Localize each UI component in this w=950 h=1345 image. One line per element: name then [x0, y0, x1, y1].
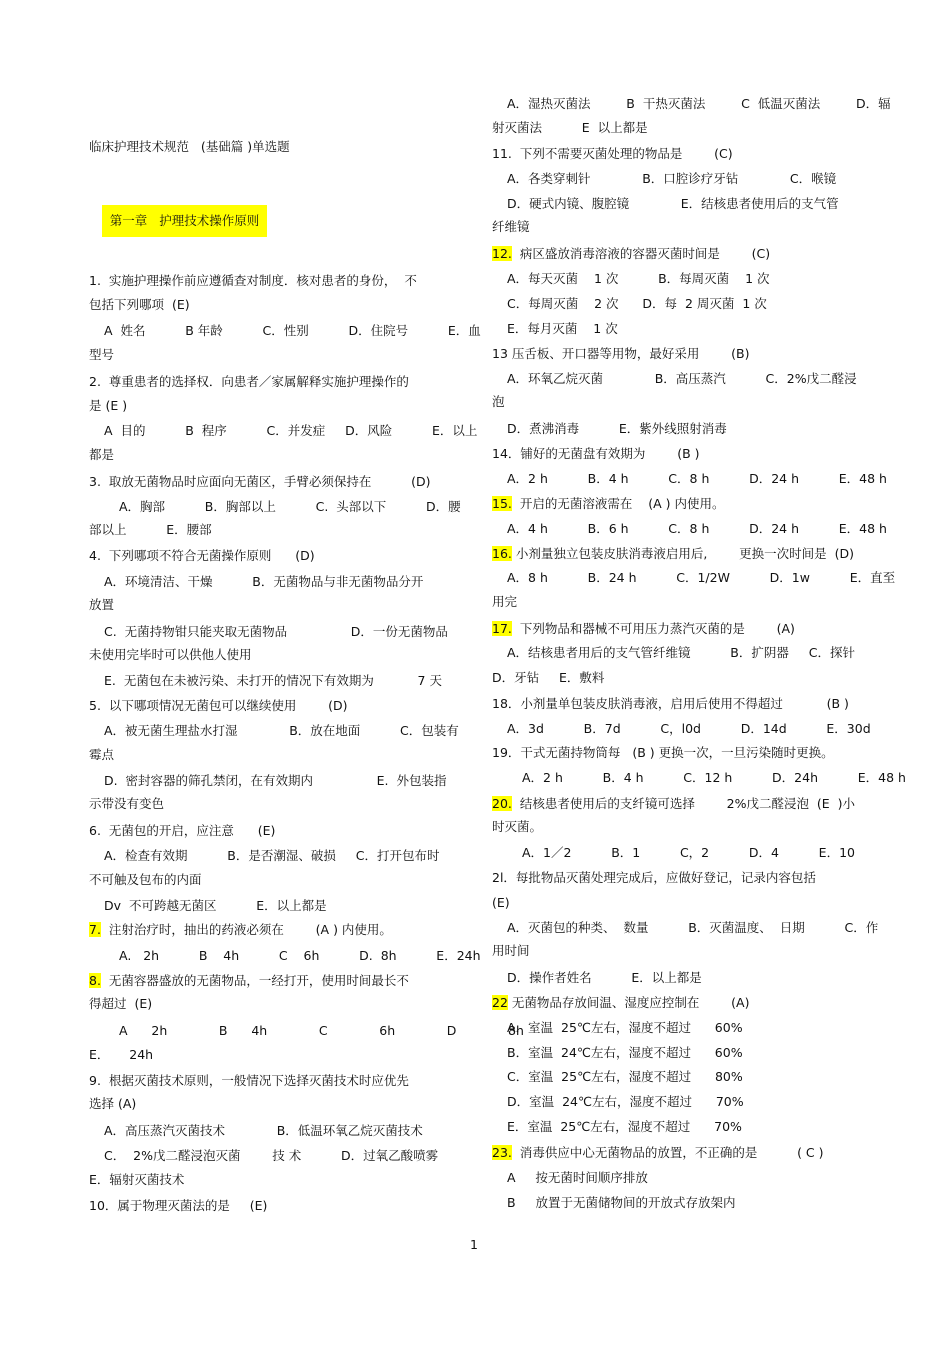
- text-line: [104, 773, 446, 789]
- line-text: 未使用完毕时可以供他人使用: [89, 647, 252, 662]
- page-number: 1: [470, 1237, 478, 1252]
- line-text: 是 (E ): [89, 398, 128, 413]
- text-line: [492, 895, 510, 911]
- text-line: [492, 446, 700, 462]
- line-text: 时灭菌。: [492, 819, 543, 834]
- text-line: [89, 747, 114, 763]
- line-text: 纤维镜: [492, 219, 530, 234]
- text-line: [492, 120, 648, 136]
- question-number-highlight: 12.: [492, 246, 512, 261]
- text-line: [507, 1119, 742, 1135]
- line-text: 小剂量独立包装皮肤消毒液启用后, 更换一次时间是 (D): [511, 546, 854, 561]
- line-text: E．每月灭菌 1 次: [507, 321, 618, 336]
- line-text: 下列物品和器械不可用压力蒸汽灭菌的是 (A): [511, 621, 795, 636]
- line-text: A．被无菌生理盐水打湿 B．放在地面 C．包装有: [104, 723, 459, 738]
- text-line: [89, 347, 114, 363]
- text-line: [507, 1020, 743, 1036]
- text-line: [507, 421, 727, 437]
- text-line: [507, 271, 770, 287]
- line-text: A 按无菌时间顺序排放: [507, 1170, 648, 1185]
- line-text: A．环氧乙烷灭菌 B．高压蒸汽 C．2%戊二醛浸: [507, 371, 857, 386]
- text-line: [104, 574, 423, 590]
- text-line: [89, 398, 127, 414]
- text-line: [89, 297, 190, 313]
- line-text: (E): [492, 895, 510, 910]
- line-text: 结核患者使用后的支纤镜可选择 2%戊二醛浸泡 (E )小: [511, 796, 856, 811]
- text-line: [89, 973, 409, 989]
- line-text: 不可触及包布的内面: [89, 872, 202, 887]
- text-line: [492, 670, 604, 686]
- line-text: A 2h B 4h C 6h D 8h: [119, 1023, 524, 1038]
- text-line: [104, 323, 481, 339]
- line-text: C．室温 25℃左右，湿度不超过 80%: [507, 1069, 743, 1084]
- line-text: 包括下列哪项 (E): [89, 297, 190, 312]
- line-text: 用时间: [492, 943, 530, 958]
- line-text: A．各类穿刺针 B．口腔诊疗牙钻 C．喉镜: [507, 171, 837, 186]
- text-line: [89, 922, 392, 938]
- line-text: 14．铺好的无菌盘有效期为 (B ): [492, 446, 700, 461]
- line-text: A．湿热灭菌法 B 干热灭菌法 C 低温灭菌法 D．辐: [507, 96, 891, 111]
- text-line: [104, 673, 442, 689]
- line-text: C. 无菌持物钳只能夹取无菌物品 D．一份无菌物品: [104, 624, 448, 639]
- line-text: 2. 尊重患者的选择权．向患者／家属解释实施护理操作的: [89, 374, 409, 389]
- text-line: [119, 948, 481, 964]
- line-text: A．环境清洁、干燥 B．无菌物品与非无菌物品分开: [104, 574, 424, 589]
- text-line: [492, 745, 834, 761]
- text-line: [89, 872, 202, 888]
- line-text: 5. 以下哪项情况无菌包可以继续使用 (D): [89, 698, 348, 713]
- text-line: [507, 96, 891, 112]
- question-number-highlight: 20.: [492, 796, 512, 811]
- line-text: D. 密封容器的筛孔禁闭，在有效期内 E. 外包装指: [104, 773, 447, 788]
- line-text: 型号: [89, 347, 115, 362]
- text-line: [104, 898, 327, 914]
- question-number-highlight: 7.: [89, 922, 101, 937]
- text-line: [89, 548, 315, 564]
- text-line: [89, 474, 431, 490]
- text-line: [492, 219, 530, 235]
- line-text: 泡: [492, 394, 505, 409]
- question-number-highlight: 16.: [492, 546, 512, 561]
- text-line: [507, 920, 878, 936]
- text-line: [119, 1023, 524, 1039]
- question-number-highlight: 23.: [492, 1145, 512, 1160]
- text-line: [507, 171, 836, 187]
- line-text: A．8 h B．24 h C．1/2W D．1w E．直至: [507, 570, 896, 585]
- line-text: A 目的 B 程序 C．并发症 D．风险 E．以上: [104, 423, 478, 438]
- line-text: B 放置于无菌储物间的开放式存放架内: [507, 1195, 736, 1210]
- text-line: [492, 621, 795, 637]
- line-text: A．3d B．7d C，l0d D．14d E．30d: [507, 721, 871, 736]
- text-line: [104, 723, 459, 739]
- line-text: 注射治疗时，抽出的药液必须在 (A ) 内使用。: [100, 922, 392, 937]
- text-line: [492, 546, 854, 562]
- text-line: [89, 996, 152, 1012]
- line-text: 18．小剂量单包装皮肤消毒液，启用后使用不得超过 (B ): [492, 696, 849, 711]
- text-line: [104, 1148, 438, 1164]
- line-text: A．1／2 B．1 C，2 D．4 E．10: [522, 845, 855, 860]
- question-number-highlight: 22: [492, 995, 508, 1010]
- line-text: 4. 下列哪项不符合无菌操作原则 (D): [89, 548, 315, 563]
- text-line: [89, 597, 114, 613]
- line-text: 1. 实施护理操作前应遵循查对制度．核对患者的身份， 不: [89, 273, 417, 288]
- text-line: [507, 196, 839, 212]
- line-text: 6. 无菌包的开启，应注意 (E): [89, 823, 276, 838]
- text-line: [492, 1145, 824, 1161]
- line-text: A．结核患者用后的支气管纤维镜 B．扩阴器 C．探针: [507, 645, 855, 660]
- line-text: C．每周灭菌 2 次 D．每 2 周灭菌 1 次: [507, 296, 767, 311]
- text-line: [492, 394, 505, 410]
- line-text: A．每天灭菌 1 次 B．每周灭菌 1 次: [507, 271, 770, 286]
- text-line: [89, 796, 164, 812]
- line-text: 11. 下列不需要灭菌处理的物品是 (C): [492, 146, 733, 161]
- question-number-highlight: 8.: [89, 973, 101, 988]
- text-line: [89, 1198, 267, 1214]
- question-number-highlight: 15.: [492, 496, 512, 511]
- question-number-highlight: 17.: [492, 621, 512, 636]
- line-text: 3. 取放无菌物品时应面向无菌区，手臂必须保持在 (D): [89, 474, 431, 489]
- line-text: 19．干式无菌持物筒每 (B ) 更换一次，一旦污染随时更换。: [492, 745, 834, 760]
- text-line: [89, 522, 212, 538]
- line-text: 霉点: [89, 747, 115, 762]
- text-line: [492, 943, 530, 959]
- line-text: D．牙钻 E．敷料: [492, 670, 605, 685]
- chapter-heading: 第一章 护理技术操作原则: [102, 205, 267, 237]
- text-line: [507, 296, 767, 312]
- line-text: A．灭菌包的种类、 数量 B．灭菌温度、 日期 C．作: [507, 920, 879, 935]
- text-line: [492, 696, 849, 712]
- line-text: E．室温 25℃左右，湿度不超过 70%: [507, 1119, 742, 1134]
- line-text: C． 2%戊二醛浸泡灭菌 技 术 D．过氧乙酸喷雾: [104, 1148, 439, 1163]
- line-text: 选择 (A): [89, 1096, 137, 1111]
- text-line: [507, 321, 618, 337]
- text-line: [104, 1123, 423, 1139]
- text-line: [89, 823, 275, 839]
- text-line: [89, 273, 417, 289]
- line-text: A．室温 25℃左右，湿度不超过 60%: [507, 1020, 743, 1035]
- line-text: A．高压蒸汽灭菌技术 B．低温环氧乙烷灭菌技术: [104, 1123, 423, 1138]
- document-title: 临床护理技术规范 (基础篇 )单选题: [89, 139, 290, 154]
- text-line: [89, 447, 114, 463]
- text-line: [507, 371, 857, 387]
- line-text: 消毒供应中心无菌物品的放置，不正确的是 ( C ): [511, 1145, 824, 1160]
- line-text: 无菌容器盛放的无菌物品，一经打开，使用时间最长不: [100, 973, 409, 988]
- line-text: 10．属于物理灭菌法的是 (E): [89, 1198, 268, 1213]
- text-line: [492, 819, 542, 835]
- line-text: 病区盛放消毒溶液的容器灭菌时间是 (C): [511, 246, 771, 261]
- line-text: 用完: [492, 594, 518, 609]
- text-line: [492, 146, 733, 162]
- text-line: [522, 770, 906, 786]
- text-line: [507, 1094, 744, 1110]
- line-text: 射灭菌法 E 以上都是: [492, 120, 648, 135]
- line-text: D．煮沸消毒 E．紫外线照射消毒: [507, 421, 727, 436]
- line-text: 9. 根据灭菌技术原则，一般情况下选择灭菌技术时应优先: [89, 1073, 409, 1088]
- text-line: [119, 499, 461, 515]
- line-text: 放置: [89, 597, 115, 612]
- line-text: E. 无菌包在未被污染、未打开的情况下有效期为 7 天: [104, 673, 442, 688]
- line-text: 部以上 E．腰部: [89, 522, 212, 537]
- line-text: 得超过 (E): [89, 996, 153, 1011]
- line-text: D．硬式内镜、腹腔镜 E．结核患者使用后的支气管: [507, 196, 839, 211]
- line-text: 13 压舌板、开口器等用物，最好采用 (B): [492, 346, 750, 361]
- line-text: 都是: [89, 447, 115, 462]
- text-line: [522, 845, 855, 861]
- text-line: [507, 570, 895, 586]
- text-line: [492, 496, 724, 512]
- line-text: 无菌物品存放间温、湿度应控制在 (A): [507, 995, 750, 1010]
- line-text: A．4 h B．6 h C．8 h D．24 h E．48 h: [507, 521, 887, 536]
- line-text: A 姓名 B 年龄 C．性别 D．住院号 E．血: [104, 323, 481, 338]
- line-text: A．检查有效期 B．是否潮湿、破损 C．打开包布时: [104, 848, 440, 863]
- text-line: [507, 1195, 735, 1211]
- line-text: A．2 h B．4 h C．12 h D．24h E．48 h: [522, 770, 906, 785]
- text-line: [507, 521, 887, 537]
- text-line: [492, 796, 855, 812]
- text-line: [507, 1045, 743, 1061]
- text-line: [89, 1073, 409, 1089]
- line-text: A．2 h B．4 h C．8 h D．24 h E．48 h: [507, 471, 887, 486]
- text-line: [507, 471, 887, 487]
- text-line: [507, 645, 855, 661]
- line-text: A．胸部 B．胸部以上 C. 头部以下 D．腰: [119, 499, 461, 514]
- text-line: [492, 995, 749, 1011]
- line-text: E．辐射灭菌技术: [89, 1172, 185, 1187]
- text-line: [507, 1170, 648, 1186]
- text-line: [507, 1069, 743, 1085]
- line-text: 示带没有变色: [89, 796, 165, 811]
- text-line: [89, 1096, 136, 1112]
- text-line: [492, 346, 750, 362]
- text-line: [507, 970, 702, 986]
- line-text: E． 24h: [89, 1047, 154, 1062]
- line-text: 开启的无菌溶液需在 (A ) 内使用。: [511, 496, 725, 511]
- text-line: [89, 1047, 153, 1063]
- text-line: [492, 594, 517, 610]
- text-line: [492, 870, 816, 886]
- text-line: [104, 423, 477, 439]
- line-text: 2l．每批物品灭菌处理完成后，应做好登记，记录内容包括: [492, 870, 816, 885]
- text-line: [507, 721, 871, 737]
- line-text: A. 2h B 4h C 6h D. 8h E．24h: [119, 948, 481, 963]
- line-text: D．操作者姓名 E．以上都是: [507, 970, 702, 985]
- text-line: [89, 647, 252, 663]
- text-line: [104, 848, 439, 864]
- text-line: [89, 374, 409, 390]
- text-line: [89, 698, 348, 714]
- text-line: [104, 624, 448, 640]
- line-text: D．室温 24℃左右，湿度不超过 70%: [507, 1094, 744, 1109]
- line-text: Dv 不可跨越无菌区 E．以上都是: [104, 898, 327, 913]
- text-line: [492, 246, 770, 262]
- text-line: [89, 1172, 184, 1188]
- line-text: B．室温 24℃左右，湿度不超过 60%: [507, 1045, 743, 1060]
